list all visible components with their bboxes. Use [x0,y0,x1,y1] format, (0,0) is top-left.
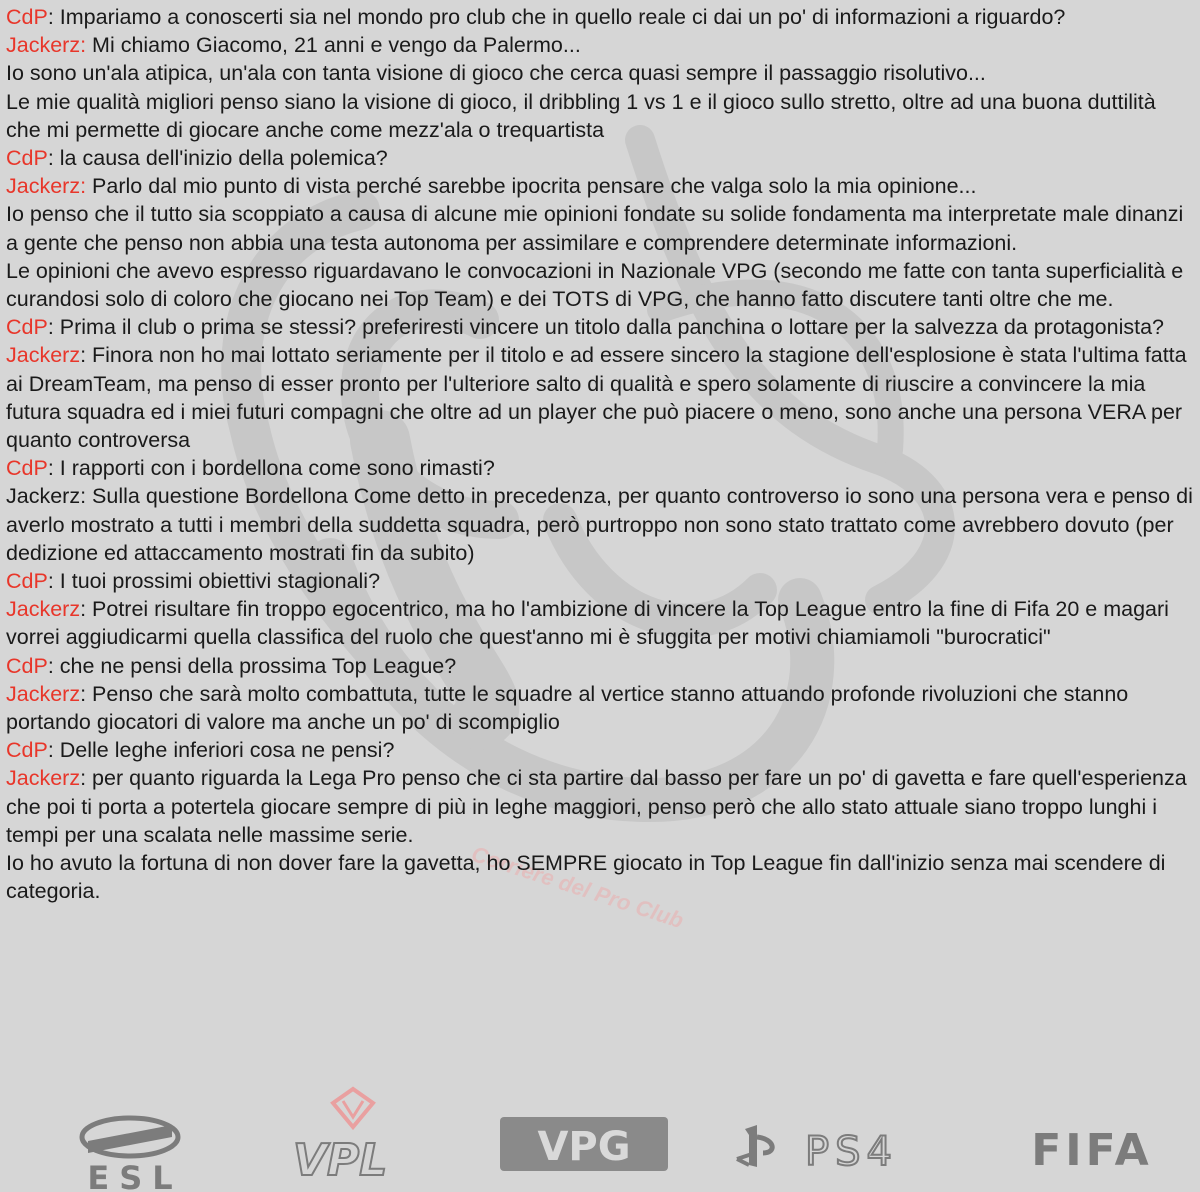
interview-entry [6,595,1196,651]
vpg-logo [498,1115,670,1173]
interview-text [6,3,1196,906]
speaker-cdp: CdP [6,315,48,340]
speaker-jackerz: Jackerz [6,681,81,706]
entry-text: : I rapporti con i bordellona come sono rimasti? [47,456,495,481]
speaker-cdp: CdP [6,146,48,171]
entry-text: : che ne pensi della prossima Top League? [47,653,457,678]
svg-text:VPG: VPG [537,1124,631,1170]
ps4-logo [735,1123,960,1173]
speaker-jackerz: Jackerz [6,343,81,368]
entry-text: : I tuoi prossimi obiettivi stagionali? [47,569,381,594]
entry-text: : la causa dell'inizio della polemica? [47,146,388,171]
svg-text:VPL: VPL [293,1135,388,1183]
entry-text: : Prima il club o prima se stessi? preferiresti vincere un titolo dalla panchina o lottare per la salvezza da protagonista? [47,315,1165,340]
svg-text:PS4: PS4 [805,1129,898,1173]
sponsor-logos [0,1095,1200,1192]
entry-text: : Delle leghe inferiori cosa ne pensi? [47,738,395,763]
entry-text: : Potrei risultare fin troppo egocentrico, ma ho l'ambizione di vincere la Top League entro la fine di Fifa 20 e magari vorrei aggiudicarmi quella classifica del ruolo che quest'anno mi è sfuggita per motivi chiamiamoli "burocratici" [6,597,1169,650]
interview-entry [6,3,1196,31]
svg-text:ESL: ESL [87,1159,183,1192]
entry-text: : Penso che sarà molto combattuta, tutte le squadre al vertice stanno attuando profonde rivoluzioni che stanno portando giocatori di valore ma anche un po' di scompiglio [6,681,1129,735]
speaker-cdp: CdP [6,653,48,678]
speaker-cdp: CdP [6,456,48,481]
entry-text: : Finora non ho mai lottato seriamente per il titolo e ad essere sincero la stagione dell'esplosione è stata l'ultima fatta ai DreamTeam, ma penso di esser pronto per l'ulteriore salto di qualità e spero solamente di riuscire a convincere la mia futura squadra ed i miei futuri compagni che oltre ad un player che può piacere o meno, sono anche una persona VERA per quanto controversa [6,343,1187,453]
entry-text: : Impariamo a conoscerti sia nel mondo pro club che in quello reale ci dai un po' di informazioni a riguardo? [47,5,1066,29]
interview-entry [6,341,1196,454]
interview-entry [6,172,1196,313]
interview-entry [6,680,1196,736]
vpl-logo [288,1083,463,1183]
svg-text:FIFA: FIFA [1031,1125,1153,1173]
interview-entry [6,454,1196,482]
entry-text: Mi chiamo Giacomo, 21 anni e vengo da Palermo... Io sono un'ala atipica, un'ala con tanta visione di gioco che cerca quasi sempre il passaggio risolutivo... Le mie qualità migliori penso siano la visione di gioco, il dribbling 1 vs 1 e il gioco sullo stretto, oltre ad una buona duttilità che mi permette di giocare anche come mezz'ala o trequartista [6,33,1156,142]
speaker-jackerz: Jackerz: [6,484,87,509]
interview-entry [6,482,1196,567]
interview-entry [6,652,1196,680]
interview-entry [6,736,1196,764]
speaker-cdp: CdP [6,569,48,594]
esl-logo [40,1115,230,1192]
speaker-jackerz: Jackerz: [6,174,87,199]
interview-entry [6,764,1196,905]
speaker-jackerz: Jackerz [6,597,81,622]
watermark-text: Corriere del Pro Club [468,840,687,934]
fifa-logo [1000,1123,1185,1173]
speaker-jackerz: Jackerz: [6,33,87,58]
speaker-cdp: CdP [6,5,48,29]
interview-entry [6,31,1196,144]
entry-text: Parlo dal mio punto di vista perché sarebbe ipocrita pensare che valga solo la mia opinione... Io penso che il tutto sia scoppiato a causa di alcune mie opinioni fondate su solide fondamenta ma interpretate male dinanzi a gente che penso non abbia una testa autonoma per assimilare e comprendere determinate informazioni. Le opinioni che avevo espresso riguardavano le convocazioni in Nazionale VPG (secondo me fatte con tanta superficialità e curandosi solo di coloro che giocano nei Top Team) e dei TOTS di VPG, che hanno fatto discutere tanti oltre che me. [6,174,1184,312]
speaker-cdp: CdP [6,738,48,763]
entry-text: Sulla questione Bordellona Come detto in precedenza, per quanto controverso io sono una persona vera e penso di averlo mostrato a tutti i membri della suddetta squadra, però purtroppo non sono stato trattato come avrebbero dovuto (per dedizione ed attaccamento mostrati fin da subito) [6,484,1193,565]
interview-entry [6,313,1196,341]
speaker-jackerz: Jackerz [6,766,81,791]
interview-entry [6,144,1196,172]
interview-entry [6,567,1196,595]
entry-text: : per quanto riguarda la Lega Pro penso che ci sta partire dal basso per fare un po' di gavetta e fare quell'esperienza che poi ti porta a potertela giocare sempre di più in leghe maggiori, penso però che allo stato attuale siano troppo lunghi i tempi per una scalata nelle massime serie. Io ho avuto la fortuna di non dover fare la gavetta, ho SEMPRE giocato in Top League fin dall'inizio senza mai scendere di categoria. [6,766,1187,904]
